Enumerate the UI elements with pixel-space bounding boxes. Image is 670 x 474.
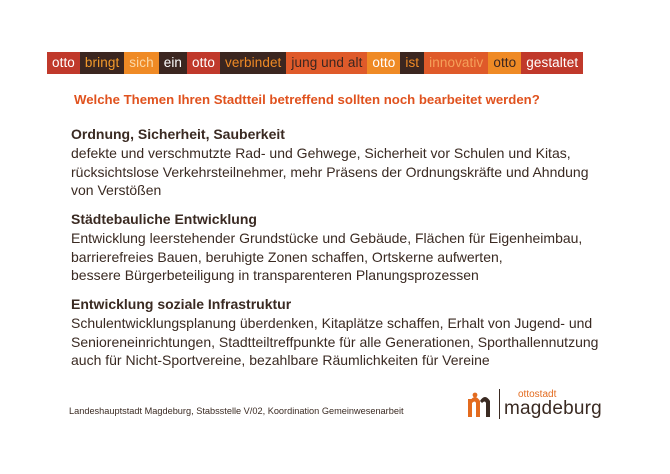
section-line: bessere Bürgerbeteiligung in transparenteren Planungsprozessen	[71, 267, 479, 283]
logo-big-text: magdeburg	[504, 398, 602, 419]
section-line: Schulentwicklungsplanung überdenken, Kitaplätze schaffen, Erhalt von Jugend- und	[71, 315, 593, 331]
section-line: von Verstößen	[71, 182, 162, 198]
banner-segment: sich	[124, 52, 158, 74]
banner-segment: ein	[159, 52, 187, 74]
question-heading: Welche Themen Ihren Stadtteil betreffend sollten noch bearbeitet werden?	[74, 92, 540, 107]
banner-segment: otto	[187, 52, 220, 74]
banner-segment: innovativ	[424, 52, 488, 74]
slogan-banner	[47, 52, 583, 74]
banner-segment: gestaltet	[521, 52, 583, 74]
banner-segment: jung und alt	[286, 52, 367, 74]
logo-small-text: ottostadt	[518, 389, 557, 400]
section-staedtebau	[71, 210, 631, 285]
section-line: auch für Nicht-Sportvereine, bezahlbare Räumlichkeiten für Vereine	[71, 352, 490, 368]
ottostadt-magdeburg-logo	[466, 385, 602, 425]
section-line: Senioreneinrichtungen, Stadtteiltreffpunkte für alle Generationen, Sporthallennutzung	[71, 333, 599, 350]
footer-text: Landeshauptstadt Magdeburg, Stabsstelle V/02, Koordination Gemeinwesenarbeit	[69, 406, 404, 416]
section-line: barrierefreies Bauen, beruhigte Zonen schaffen, Ortskerne aufwerten,	[71, 248, 503, 265]
logo-divider	[499, 389, 500, 419]
banner-segment: bringt	[80, 52, 124, 74]
section-title: Städtebauliche Entwicklung	[71, 211, 257, 227]
banner-segment: verbindet	[220, 52, 286, 74]
section-title: Ordnung, Sicherheit, Sauberkeit	[71, 126, 285, 142]
section-line: rücksichtslose Verkehrsteilnehmer, mehr Präsens der Ordnungskräfte und Ahndung	[71, 163, 589, 180]
section-line: Entwicklung leerstehender Grundstücke und Gebäude, Flächen für Eigenheimbau,	[71, 230, 583, 246]
banner-segment: otto	[367, 52, 400, 74]
section-ordnung	[71, 125, 631, 200]
banner-segment: ist	[400, 52, 424, 74]
magdeburg-maiden-icon	[466, 391, 496, 419]
section-infrastruktur	[71, 295, 631, 370]
banner-segment: otto	[47, 52, 80, 74]
section-title: Entwicklung soziale Infrastruktur	[71, 296, 292, 312]
banner-segment: otto	[488, 52, 521, 74]
section-line: defekte und verschmutzte Rad- und Gehwege, Sicherheit vor Schulen und Kitas,	[71, 145, 571, 161]
